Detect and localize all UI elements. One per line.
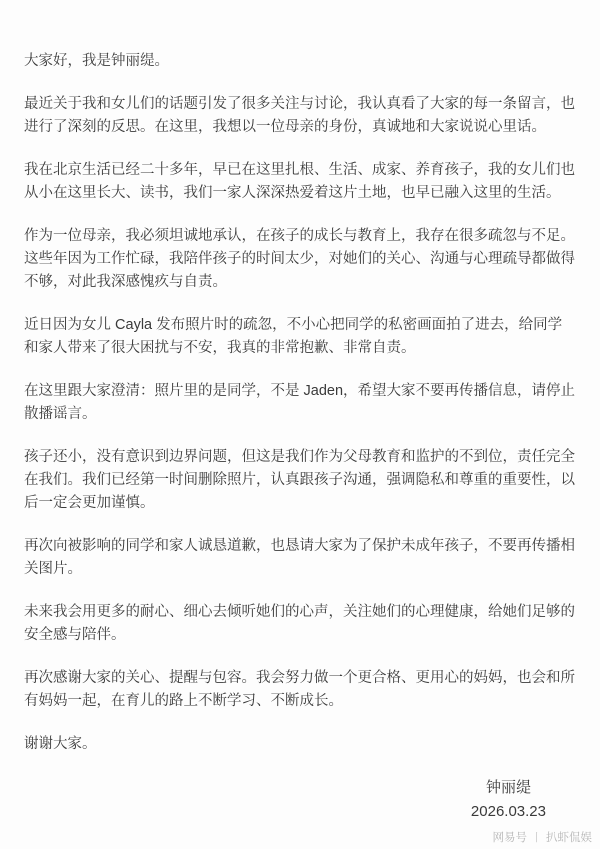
statement-paragraph-closing: 谢谢大家。 bbox=[24, 736, 97, 752]
statement-paragraph: 孩子还小，没有意识到边界问题，但这是我们作为父母教育和监护的不到位，责任完全在我们。我们已经第一时间删除照片，认真跟孩子沟通，强调隐私和尊重的重要性，以后一定会更加谨慎。 bbox=[24, 449, 575, 511]
statement-paragraph: 我在北京生活已经二十多年，早已在这里扎根、生活、成家、养育孩子，我的女儿们也从小在这里长大、读书，我们一家人深深热爱着这片土地，也早已融入这里的生活。 bbox=[24, 162, 575, 201]
statement-paragraph: 在这里跟大家澄清：照片里的是同学，不是 Jaden，希望大家不要再传播信息，请停止散播谣言。 bbox=[24, 383, 576, 422]
watermark bbox=[493, 831, 593, 845]
statement-paragraph: 最近关于我和女儿们的话题引发了很多关注与讨论，我认真看了大家的每一条留言，也进行了深刻的反思。在这里，我想以一位母亲的身份，真诚地和大家说说心里话。 bbox=[24, 96, 575, 135]
statement-paragraph: 近日因为女儿 Cayla 发布照片时的疏忽，不小心把同学的私密画面拍了进去，给同学和家人带来了很大困扰与不安，我真的非常抱歉、非常自责。 bbox=[24, 317, 563, 356]
statement-body bbox=[24, 50, 576, 756]
signature-block bbox=[471, 776, 546, 824]
statement-paragraph-greeting: 大家好，我是钟丽缇。 bbox=[24, 53, 169, 69]
statement-paragraph: 未来我会用更多的耐心、细心去倾听她们的心声，关注她们的心理健康，给她们足够的安全感与陪伴。 bbox=[24, 604, 575, 643]
statement-paragraph: 作为一位母亲，我必须坦诚地承认，在孩子的成长与教育上，我存在很多疏忽与不足。这些年因为工作忙碌，我陪伴孩子的时间太少，对她们的关心、沟通与心理疏导都做得不够，对此我深感愧疚与自责。 bbox=[24, 228, 575, 290]
signature-name: 钟丽缇 bbox=[485, 779, 531, 796]
watermark-account: 扒虾侃娱 bbox=[546, 832, 592, 844]
signature-date: 2026.03.23 bbox=[470, 803, 546, 820]
watermark-divider: 丨 bbox=[531, 832, 542, 844]
watermark-platform: 网易号 bbox=[492, 832, 527, 844]
statement-paragraph: 再次向被影响的同学和家人诚恳道歉，也恳请大家为了保护未成年孩子，不要再传播相关图片。 bbox=[24, 538, 575, 577]
statement-paragraph: 再次感谢大家的关心、提醒与包容。我会努力做一个更合格、更用心的妈妈，也会和所有妈妈一起，在育儿的路上不断学习、不断成长。 bbox=[24, 670, 575, 709]
